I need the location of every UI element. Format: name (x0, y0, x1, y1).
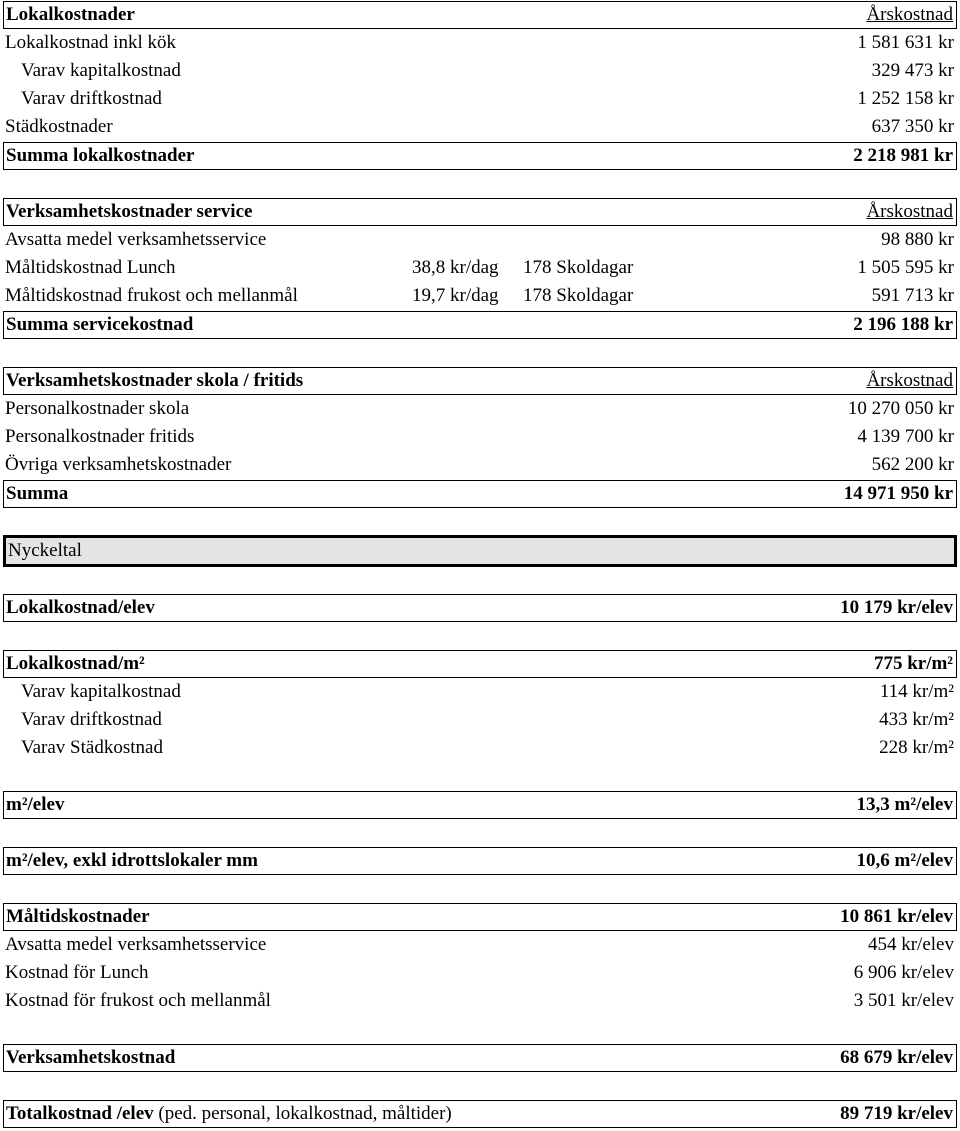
skola-title: Verksamhetskostnader skola / fritids (6, 370, 304, 391)
lokal-row-value: 1 581 631 kr (857, 32, 954, 53)
service-row-value: 98 880 kr (881, 229, 954, 250)
skola-row-value: 10 270 050 kr (847, 398, 954, 419)
total-label-rest: (ped. personal, lokalkostnad, måltider) (153, 1103, 452, 1124)
maltid-sub-row (3, 932, 957, 960)
lokal-col-header: Årskostnad (866, 4, 953, 25)
skola-row-label: Personalkostnader skola (5, 398, 190, 419)
maltid-label: Måltidskostnader (6, 906, 150, 927)
skola-sum-label: Summa (6, 483, 69, 504)
service-row (3, 227, 957, 255)
m2-per-elev-label: m²/elev (6, 794, 65, 815)
maltid-sub-value: 3 501 kr/elev (853, 990, 954, 1011)
maltid-value: 10 861 kr/elev (840, 906, 953, 927)
service-col-header: Årskostnad (866, 201, 953, 222)
m2-row-label: Varav kapitalkostnad (21, 681, 181, 702)
verksamhet-row (3, 1044, 957, 1072)
m2-row (3, 707, 957, 735)
skola-row (3, 396, 957, 424)
service-sum-label: Summa servicekostnad (6, 314, 194, 335)
lokal-row-value: 1 252 158 kr (857, 88, 954, 109)
m2-row (3, 679, 957, 707)
lokal-row (3, 58, 957, 86)
maltid-sub-value: 6 906 kr/elev (853, 962, 954, 983)
service-header-row (3, 198, 957, 226)
service-row-value: 591 713 kr (871, 285, 954, 306)
service-row-rate: 38,8 kr/dag (412, 257, 499, 278)
total-value: 89 719 kr/elev (840, 1103, 953, 1124)
service-row-days: 178 Skoldagar (523, 257, 634, 278)
skola-col-header: Årskostnad (866, 370, 953, 391)
lokal-per-m2-row (3, 650, 957, 678)
lokal-row-value: 329 473 kr (871, 60, 954, 81)
lokal-row (3, 30, 957, 58)
m2-row-value: 433 kr/m² (879, 709, 954, 730)
lokal-sum-value: 2 218 981 kr (853, 145, 953, 166)
lokal-title: Lokalkostnader (6, 4, 135, 25)
maltid-sub-label: Kostnad för frukost och mellanmål (5, 990, 271, 1011)
maltid-sub-label: Avsatta medel verksamhetsservice (5, 934, 267, 955)
lokal-row (3, 114, 957, 142)
lokal-row-label: Lokalkostnad inkl kök (5, 32, 176, 53)
m2-per-elev-exkl-value: 10,6 m²/elev (856, 850, 953, 871)
m2-row (3, 735, 957, 763)
skola-row-value: 4 139 700 kr (857, 426, 954, 447)
service-row-rate: 19,7 kr/dag (412, 285, 499, 306)
verksamhet-value: 68 679 kr/elev (840, 1047, 953, 1068)
service-sum-value: 2 196 188 kr (853, 314, 953, 335)
m2-per-elev-exkl-row (3, 847, 957, 875)
lokal-sum-row (3, 142, 957, 170)
service-row-label: Måltidskostnad frukost och mellanmål (5, 285, 298, 306)
total-row (3, 1100, 957, 1128)
maltid-sub-value: 454 kr/elev (867, 934, 954, 955)
lokal-per-elev-row (3, 594, 957, 622)
nyckeltal-title: Nyckeltal (8, 540, 82, 561)
m2-row-label: Varav driftkostnad (21, 709, 162, 730)
lokal-row-label: Varav kapitalkostnad (21, 60, 181, 81)
service-sum-row (3, 311, 957, 339)
skola-row-value: 562 200 kr (871, 454, 954, 475)
service-title: Verksamhetskostnader service (6, 201, 253, 222)
lokal-per-m2-value: 775 kr/m² (873, 653, 953, 674)
total-label (6, 1101, 452, 1127)
lokal-row-value: 637 350 kr (871, 116, 954, 137)
maltid-row (3, 903, 957, 931)
lokal-per-elev-value: 10 179 kr/elev (840, 597, 953, 618)
m2-row-label: Varav Städkostnad (21, 737, 163, 758)
maltid-sub-label: Kostnad för Lunch (5, 962, 149, 983)
maltid-sub-row (3, 960, 957, 988)
lokal-row-label: Varav driftkostnad (21, 88, 162, 109)
nyckeltal-header-row (3, 535, 957, 567)
skola-row-label: Övriga verksamhetskostnader (5, 454, 232, 475)
m2-row-value: 228 kr/m² (879, 737, 954, 758)
lokal-per-m2-label: Lokalkostnad/m² (6, 653, 145, 674)
m2-per-elev-exkl-label: m²/elev, exkl idrottslokaler mm (6, 850, 258, 871)
skola-sum-value: 14 971 950 kr (843, 483, 953, 504)
skola-row (3, 452, 957, 480)
lokal-header-row (3, 1, 957, 29)
lokal-row-label: Städkostnader (5, 116, 113, 137)
skola-header-row (3, 367, 957, 395)
service-row (3, 255, 957, 283)
skola-sum-row (3, 480, 957, 508)
m2-row-value: 114 kr/m² (879, 681, 954, 702)
service-row (3, 283, 957, 311)
service-row-value: 1 505 595 kr (857, 257, 954, 278)
service-row-label: Avsatta medel verksamhetsservice (5, 229, 267, 250)
lokal-sum-label: Summa lokalkostnader (6, 145, 195, 166)
lokal-per-elev-label: Lokalkostnad/elev (6, 597, 155, 618)
m2-per-elev-value: 13,3 m²/elev (856, 794, 953, 815)
total-label-bold: Totalkostnad /elev (6, 1103, 154, 1124)
m2-per-elev-row (3, 791, 957, 819)
verksamhet-label: Verksamhetskostnad (6, 1047, 176, 1068)
maltid-sub-row (3, 988, 957, 1016)
skola-row (3, 424, 957, 452)
lokal-row (3, 86, 957, 114)
service-row-days: 178 Skoldagar (523, 285, 634, 306)
skola-row-label: Personalkostnader fritids (5, 426, 195, 447)
service-row-label: Måltidskostnad Lunch (5, 257, 176, 278)
